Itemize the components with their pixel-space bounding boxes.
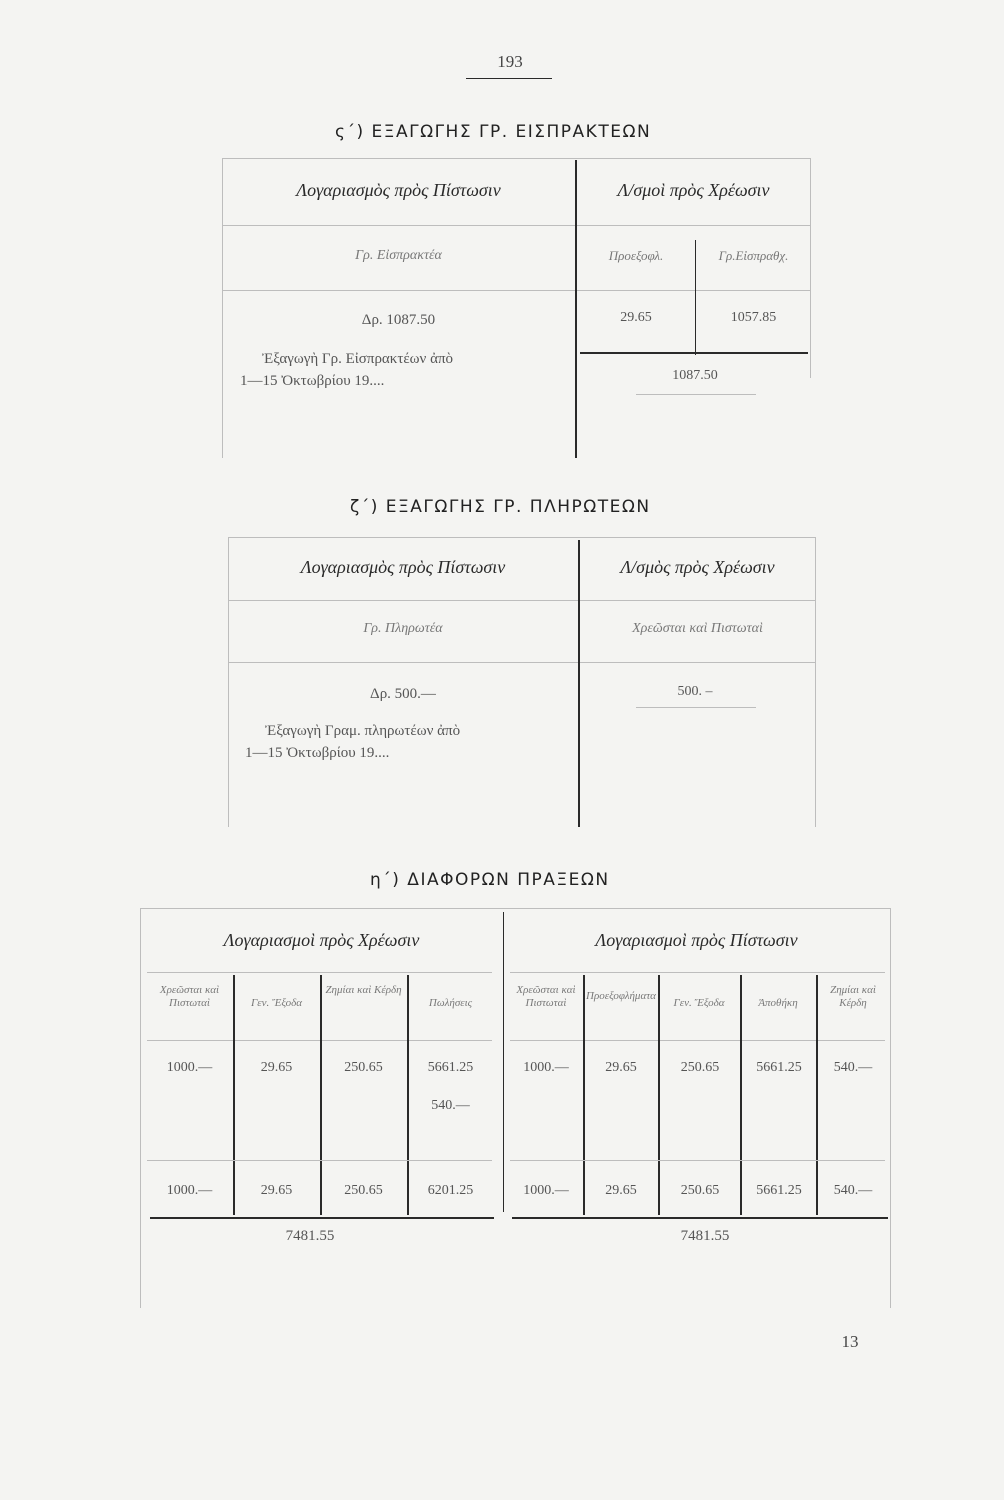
right-vline-2 bbox=[658, 975, 660, 1215]
section-z-title: ζ΄) ΕΞΑΓΩΓΗΣ ΓΡ. ΠΛΗΡΩΤΕΩΝ bbox=[350, 497, 651, 517]
right-r1-c3: 250.65 bbox=[680, 1060, 720, 1075]
right-vline-1 bbox=[583, 975, 585, 1215]
frame-top bbox=[228, 537, 816, 538]
desc-line-2: 1—15 Ὀκτωβρίου 19.... bbox=[240, 373, 385, 389]
right-sub-1: Προεξοφλ. bbox=[608, 248, 664, 263]
left-grand-rule bbox=[150, 1217, 494, 1219]
right-header: Λογαριασμοὶ πρὸς Πίστωσιν bbox=[595, 930, 798, 950]
left-r1-c3: 250.65 bbox=[344, 1060, 383, 1075]
left-col-2: Γεν. Ἔξοδα bbox=[250, 997, 302, 1009]
right-grand-total: 7481.55 bbox=[680, 1228, 730, 1244]
header-divider bbox=[228, 600, 816, 601]
left-total-c1: 1000.— bbox=[166, 1183, 213, 1198]
left-r1-c2: 29.65 bbox=[260, 1060, 293, 1075]
right-r1-c5: 540.— bbox=[833, 1060, 873, 1075]
right-sum-line bbox=[510, 1160, 885, 1161]
left-sub: Γρ. Εἰσπρακτέα bbox=[355, 248, 442, 263]
right-col-2: Προεξοφλήματα bbox=[586, 990, 656, 1002]
page-number-bottom: 13 bbox=[841, 1332, 859, 1351]
section-h-title: η΄) ΔΙΑΦΟΡΩΝ ΠΡΑΞΕΩΝ bbox=[370, 870, 610, 890]
frame-left bbox=[222, 158, 223, 458]
left-header: Λογαριασμοὶ πρὸς Χρέωσιν bbox=[223, 930, 420, 950]
left-sub: Γρ. Πληρωτέα bbox=[363, 621, 443, 636]
desc-line-2: 1—15 Ὀκτωβρίου 19.... bbox=[245, 745, 390, 761]
right-col-5: Ζημίαι καὶ Κέρδη bbox=[830, 984, 876, 1009]
frame-right bbox=[815, 537, 816, 827]
right-col-1: Χρεῶσται καὶ Πιστωταὶ bbox=[516, 984, 576, 1009]
center-divider bbox=[578, 540, 580, 827]
right-cols-divider bbox=[510, 1040, 885, 1041]
description bbox=[240, 348, 570, 392]
left-amount: Δρ. 500.— bbox=[370, 686, 436, 702]
frame-left bbox=[228, 537, 229, 827]
right-r1-c1: 1000.— bbox=[523, 1060, 569, 1075]
right-value-2: 1057.85 bbox=[730, 310, 777, 325]
right-value: 500. – bbox=[677, 684, 713, 699]
left-vline-1 bbox=[233, 975, 235, 1215]
right-col-4: Ἀποθήκη bbox=[758, 997, 798, 1009]
left-vline-2 bbox=[320, 975, 322, 1215]
left-amount: Δρ. 1087.50 bbox=[361, 312, 436, 328]
right-vline-4 bbox=[816, 975, 818, 1215]
right-col-divider bbox=[695, 240, 696, 355]
left-r1b-c4: 540.— bbox=[431, 1098, 470, 1113]
left-col-3: Ζημίαι καὶ Κέρδη bbox=[325, 984, 402, 996]
section-s-title: ς΄) ΕΞΑΓΩΓΗΣ ΓΡ. ΕΙΣΠΡΑΚΤΕΩΝ bbox=[335, 122, 652, 142]
header-divider bbox=[222, 225, 810, 226]
frame-top bbox=[140, 908, 890, 909]
right-sub-2: Γρ.Εἰσπραθχ. bbox=[718, 248, 789, 263]
frame-top bbox=[222, 158, 810, 159]
left-header: Λογαριασμὸς πρὸς Πίστωσιν bbox=[300, 557, 506, 577]
right-header: Λ/σμὸς πρὸς Χρέωσιν bbox=[620, 557, 775, 577]
total-underline bbox=[636, 394, 756, 395]
right-total-c5: 540.— bbox=[833, 1183, 873, 1198]
right-total: 1087.50 bbox=[672, 368, 718, 383]
desc-line-1: Ἐξαγωγὴ Γρ. Εἰσπρακτέων ἀπὸ bbox=[262, 351, 454, 367]
center-divider bbox=[575, 160, 577, 458]
left-total-c4: 6201.25 bbox=[427, 1183, 474, 1198]
left-col-1: Χρεῶσται καὶ Πιστωταὶ bbox=[159, 984, 220, 1009]
total-underline bbox=[636, 707, 756, 708]
total-rule bbox=[580, 352, 808, 354]
page-number-underline bbox=[466, 78, 552, 79]
left-sum-line bbox=[147, 1160, 492, 1161]
left-col-4: Πωλήσεις bbox=[428, 997, 473, 1009]
right-col-3: Γεν. Ἔξοδα bbox=[673, 997, 725, 1009]
right-grand-rule bbox=[512, 1217, 888, 1219]
center-divider bbox=[503, 912, 504, 1212]
left-vline-3 bbox=[407, 975, 409, 1215]
left-r1-c1: 1000.— bbox=[166, 1060, 213, 1075]
left-grand-total: 7481.55 bbox=[285, 1228, 335, 1244]
right-total-c1: 1000.— bbox=[523, 1183, 569, 1198]
frame-right bbox=[890, 908, 891, 1308]
left-total-c3: 250.65 bbox=[344, 1183, 383, 1198]
right-sub: Χρεῶσται καὶ Πιστωταὶ bbox=[632, 621, 763, 636]
left-header-divider bbox=[147, 972, 492, 973]
description bbox=[245, 720, 575, 764]
right-total-c2: 29.65 bbox=[605, 1183, 637, 1198]
right-total-c4: 5661.25 bbox=[756, 1183, 802, 1198]
right-r1-c2: 29.65 bbox=[605, 1060, 637, 1075]
sub-divider bbox=[228, 662, 816, 663]
desc-line-1: Ἐξαγωγὴ Γραμ. πληρωτέων ἀπὸ bbox=[265, 723, 461, 739]
left-r1-c4: 5661.25 bbox=[427, 1060, 474, 1075]
right-total-c3: 250.65 bbox=[680, 1183, 720, 1198]
right-value-1: 29.65 bbox=[620, 310, 652, 325]
right-r1-c4: 5661.25 bbox=[756, 1060, 802, 1075]
sub-divider bbox=[222, 290, 810, 291]
frame-right bbox=[810, 158, 811, 378]
left-total-c2: 29.65 bbox=[260, 1183, 293, 1198]
right-vline-3 bbox=[740, 975, 742, 1215]
left-header: Λογαριασμὸς πρὸς Πίστωσιν bbox=[296, 180, 501, 200]
page-number-top: 193 bbox=[497, 52, 523, 71]
right-header-divider bbox=[510, 972, 885, 973]
right-header: Λ/σμοὶ πρὸς Χρέωσιν bbox=[617, 180, 770, 200]
frame-left bbox=[140, 908, 141, 1308]
